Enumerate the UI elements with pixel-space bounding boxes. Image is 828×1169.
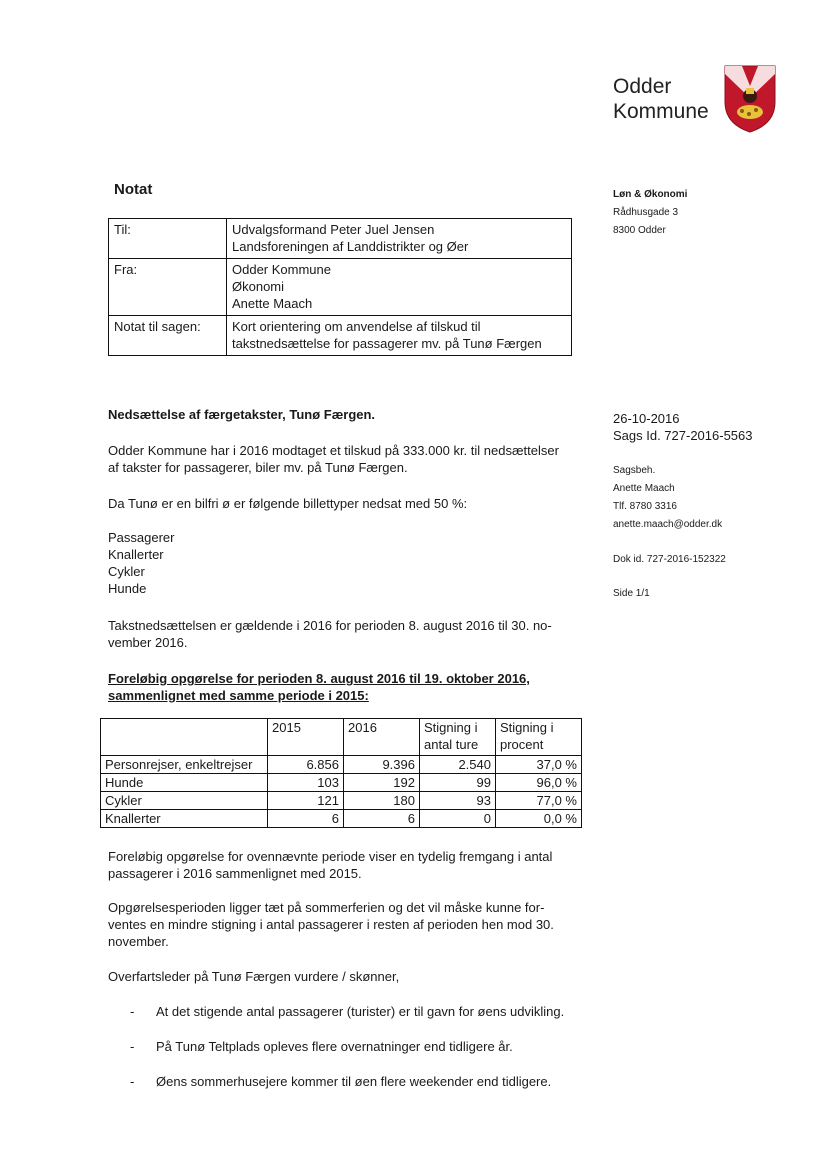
paragraph-line: Foreløbig opgørelse for ovennævnte periode viser en tydelig fremgang i antal bbox=[108, 849, 553, 864]
header-value bbox=[227, 316, 572, 356]
column-header bbox=[268, 719, 344, 756]
table-cell: 9.396 bbox=[344, 756, 420, 774]
paragraph-season bbox=[108, 899, 578, 950]
document-title: Notat bbox=[114, 181, 153, 198]
table-cell: 0,0 % bbox=[496, 810, 582, 828]
handler-phone: Tlf. 8780 3316 bbox=[613, 501, 677, 512]
bullet-text: Øens sommerhusejere kommer til øen flere weekender end tidligere. bbox=[156, 1074, 552, 1089]
paragraph-grant bbox=[108, 442, 578, 476]
header-row-to bbox=[109, 219, 572, 259]
row-label: Hunde bbox=[101, 774, 268, 792]
document-meta bbox=[613, 410, 753, 444]
column-header-text: antal ture bbox=[424, 737, 479, 752]
table-cell: 6 bbox=[268, 810, 344, 828]
paragraph-line: november. bbox=[108, 934, 169, 949]
paragraph-preliminary bbox=[108, 848, 578, 882]
header-value-line: Økonomi bbox=[232, 279, 285, 294]
logo-line-1: Odder bbox=[613, 75, 672, 98]
column-header bbox=[496, 719, 582, 756]
case-handler-info bbox=[613, 462, 722, 534]
street-address: Rådhusgade 3 bbox=[613, 207, 679, 218]
header-value-line: Kort orientering om anvendelse af tilskud til bbox=[232, 319, 481, 334]
row-label: Knallerter bbox=[101, 810, 268, 828]
list-item: Hunde bbox=[108, 581, 147, 596]
paragraph-discount: Da Tunø er en bilfri ø er følgende billettyper nedsat med 50 %: bbox=[108, 496, 468, 511]
passenger-stats-table bbox=[100, 718, 582, 828]
handler-email[interactable]: anette.maach@odder.dk bbox=[613, 519, 723, 530]
document-date: 26-10-2016 bbox=[613, 411, 680, 426]
logo-line-2: Kommune bbox=[613, 100, 709, 123]
header-value bbox=[227, 259, 572, 316]
table-cell: 6.856 bbox=[268, 756, 344, 774]
header-value-line: Landsforeningen af Landdistrikter og Øer bbox=[232, 239, 469, 254]
row-label: Cykler bbox=[101, 792, 268, 810]
table-cell: 37,0 % bbox=[496, 756, 582, 774]
header-label: Til: bbox=[109, 219, 227, 259]
list-item: Passagerer bbox=[108, 530, 175, 545]
header-row-from bbox=[109, 259, 572, 316]
header-label: Notat til sagen: bbox=[109, 316, 227, 356]
table-subheading bbox=[108, 670, 588, 704]
column-header-text: 2016 bbox=[348, 720, 377, 735]
table-cell: 0 bbox=[420, 810, 496, 828]
department-name: Løn & Økonomi bbox=[613, 189, 688, 200]
column-header-text: Stigning i bbox=[424, 720, 478, 735]
list-item bbox=[130, 1003, 564, 1020]
page-number: Side 1/1 bbox=[613, 588, 650, 599]
handler-name: Anette Maach bbox=[613, 483, 675, 494]
table-cell: 103 bbox=[268, 774, 344, 792]
table-row bbox=[101, 810, 582, 828]
bullet-marker: - bbox=[130, 1039, 135, 1054]
row-label: Personrejser, enkeltrejser bbox=[101, 756, 268, 774]
table-cell: 2.540 bbox=[420, 756, 496, 774]
column-header-text: 2015 bbox=[272, 720, 301, 735]
paragraph-line: af takster for passagerer, biler mv. på Tunø Færgen. bbox=[108, 460, 408, 475]
paragraph-line: vember 2016. bbox=[108, 635, 188, 650]
paragraph-assessment: Overfartsleder på Tunø Færgen vurdere / skønner, bbox=[108, 969, 400, 984]
column-header-text: Stigning i bbox=[500, 720, 554, 735]
table-cell: 180 bbox=[344, 792, 420, 810]
header-value-line: Anette Maach bbox=[232, 296, 313, 311]
subheading-line: Foreløbig opgørelse for perioden 8. august 2016 til 19. oktober 2016, bbox=[108, 671, 530, 686]
sender-address bbox=[613, 186, 687, 240]
case-id: Sags Id. 727-2016-5563 bbox=[613, 428, 753, 443]
header-value-line: takstnedsættelse for passagerer mv. på Tunø Færgen bbox=[232, 336, 542, 351]
table-row bbox=[101, 792, 582, 810]
doc-id: Dok id. 727-2016-152322 bbox=[613, 554, 726, 565]
paragraph-line: Odder Kommune har i 2016 modtaget et tilskud på 333.000 kr. til nedsættelser bbox=[108, 443, 559, 458]
table-row bbox=[101, 774, 582, 792]
paragraph-line: ventes en mindre stigning i antal passagerer i resten af perioden hen mod 30. bbox=[108, 917, 554, 932]
ticket-type-list bbox=[108, 529, 578, 597]
paragraph-period bbox=[108, 617, 578, 651]
subheading-line: sammenlignet med samme periode i 2015: bbox=[108, 688, 369, 703]
header-value bbox=[227, 219, 572, 259]
list-item bbox=[130, 1038, 513, 1055]
bullet-marker: - bbox=[130, 1004, 135, 1019]
table-row bbox=[101, 756, 582, 774]
header-value-line: Udvalgsformand Peter Juel Jensen bbox=[232, 222, 435, 237]
list-item: Cykler bbox=[108, 564, 145, 579]
list-item bbox=[130, 1073, 551, 1090]
table-cell: 6 bbox=[344, 810, 420, 828]
header-value-line: Odder Kommune bbox=[232, 262, 331, 277]
column-header bbox=[344, 719, 420, 756]
section-heading: Nedsættelse af færgetakster, Tunø Færgen. bbox=[108, 407, 376, 422]
header-label: Fra: bbox=[109, 259, 227, 316]
table-cell: 77,0 % bbox=[496, 792, 582, 810]
paragraph-line: Takstnedsættelsen er gældende i 2016 for perioden 8. august 2016 til 30. no- bbox=[108, 618, 552, 633]
table-cell: 99 bbox=[420, 774, 496, 792]
table-cell: 96,0 % bbox=[496, 774, 582, 792]
handler-label: Sagsbeh. bbox=[613, 465, 656, 476]
list-item: Knallerter bbox=[108, 547, 164, 562]
table-header-row bbox=[101, 719, 582, 756]
table-cell: 192 bbox=[344, 774, 420, 792]
city-address: 8300 Odder bbox=[613, 225, 666, 236]
table-cell: 93 bbox=[420, 792, 496, 810]
column-header bbox=[420, 719, 496, 756]
memo-header-table bbox=[108, 218, 572, 356]
column-header-text: procent bbox=[500, 737, 544, 752]
municipality-logo-text bbox=[613, 74, 709, 124]
paragraph-line: passagerer i 2016 sammenlignet med 2015. bbox=[108, 866, 362, 881]
coat-of-arms-icon bbox=[722, 64, 778, 134]
paragraph-line: Opgørelsesperioden ligger tæt på sommerferien og det vil måske kunne for- bbox=[108, 900, 545, 915]
bullet-marker: - bbox=[130, 1074, 135, 1089]
header-row-subject bbox=[109, 316, 572, 356]
bullet-text: På Tunø Teltplads opleves flere overnatninger end tidligere år. bbox=[156, 1039, 513, 1054]
table-cell: 121 bbox=[268, 792, 344, 810]
column-header bbox=[101, 719, 268, 756]
bullet-text: At det stigende antal passagerer (turister) er til gavn for øens udvikling. bbox=[156, 1004, 565, 1019]
